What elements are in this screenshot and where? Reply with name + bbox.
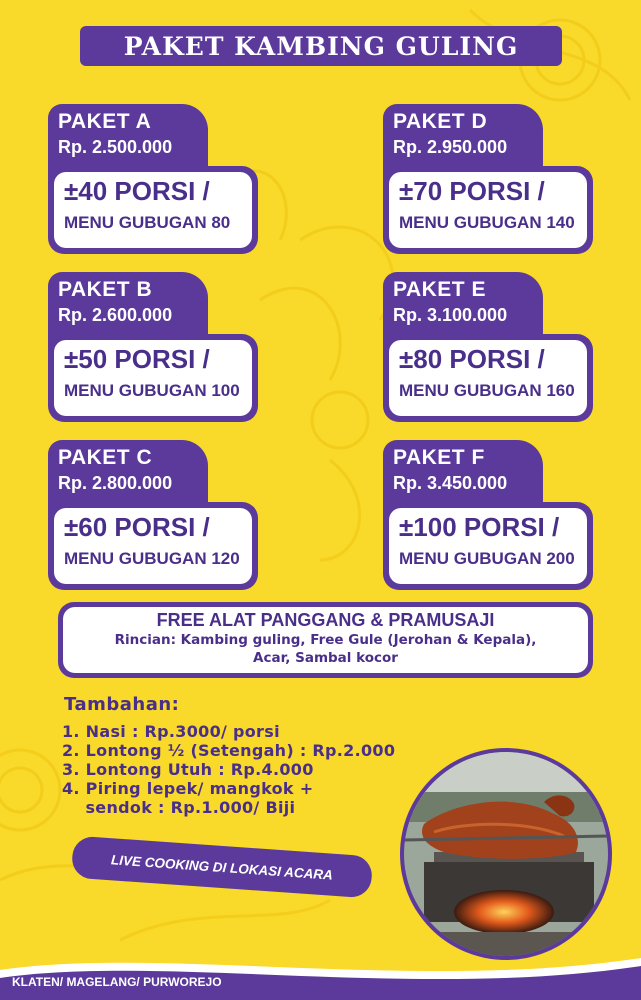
live-cooking-badge xyxy=(71,836,373,899)
package-detail-box xyxy=(48,502,258,590)
package-menu: MENU GUBUGAN 160 xyxy=(399,381,575,400)
package-name: PAKET F xyxy=(393,446,485,469)
live-cooking-label: LIVE COOKING DI LOKASI ACARA xyxy=(110,851,334,883)
package-price: Rp. 3.100.000 xyxy=(393,305,508,325)
package-menu: MENU GUBUGAN 140 xyxy=(399,213,575,232)
package-price: Rp. 2.600.000 xyxy=(58,305,173,325)
package-name: PAKET B xyxy=(58,278,153,301)
package-price: Rp. 2.950.000 xyxy=(393,137,508,157)
package-detail-box xyxy=(383,502,593,590)
list-item: sendok : Rp.1.000/ Biji xyxy=(62,798,296,817)
package-portion: ±80 PORSI / xyxy=(399,344,545,374)
package-menu: MENU GUBUGAN 80 xyxy=(64,213,231,232)
package-detail-box xyxy=(48,166,258,254)
package-menu: MENU GUBUGAN 100 xyxy=(64,381,240,400)
list-item: 1. Nasi : Rp.3000/ porsi xyxy=(62,722,280,741)
package-menu: MENU GUBUGAN 200 xyxy=(399,549,575,568)
locations-text: KLATEN/ MAGELANG/ PURWOREJO xyxy=(12,975,222,989)
package-detail-box xyxy=(48,334,258,422)
package-portion: ±60 PORSI / xyxy=(64,512,210,542)
list-item: 4. Piring lepek/ mangkok + xyxy=(62,779,314,798)
package-portion: ±50 PORSI / xyxy=(64,344,210,374)
package-price: Rp. 3.450.000 xyxy=(393,473,508,493)
free-detail-line: Rincian: Kambing guling, Free Gule (Jerohan & Kepala), xyxy=(114,632,537,648)
package-price: Rp. 2.500.000 xyxy=(58,137,173,157)
package-card-b xyxy=(48,272,258,422)
package-name: PAKET D xyxy=(393,110,488,133)
package-menu: MENU GUBUGAN 120 xyxy=(64,549,240,568)
package-card-e xyxy=(383,272,593,422)
package-card-a xyxy=(48,104,258,254)
list-item: 2. Lontong ½ (Setengah) : Rp.2.000 xyxy=(62,741,396,760)
list-item: 3. Lontong Utuh : Rp.4.000 xyxy=(62,760,314,779)
package-name: PAKET E xyxy=(393,278,486,301)
package-detail-box xyxy=(383,166,593,254)
package-name: PAKET C xyxy=(58,446,153,469)
package-portion: ±40 PORSI / xyxy=(64,176,210,206)
title-banner xyxy=(80,26,562,66)
free-service-box xyxy=(58,602,593,678)
free-detail-line: Acar, Sambal kocor xyxy=(253,650,398,666)
free-title: FREE ALAT PANGGANG & PRAMUSAJI xyxy=(156,610,495,630)
page-title: PAKET KAMBING GULING xyxy=(123,31,519,61)
roast-goat-illustration xyxy=(404,752,608,956)
extras-list xyxy=(62,722,395,817)
package-card-f xyxy=(383,440,593,590)
extras-title: Tambahan: xyxy=(64,694,180,715)
roast-goat-photo xyxy=(400,748,612,960)
package-detail-box xyxy=(383,334,593,422)
package-name: PAKET A xyxy=(58,110,152,133)
package-card-c xyxy=(48,440,258,590)
package-price: Rp. 2.800.000 xyxy=(58,473,173,493)
package-portion: ±70 PORSI / xyxy=(399,176,545,206)
package-portion: ±100 PORSI / xyxy=(399,512,560,542)
package-card-d xyxy=(383,104,593,254)
